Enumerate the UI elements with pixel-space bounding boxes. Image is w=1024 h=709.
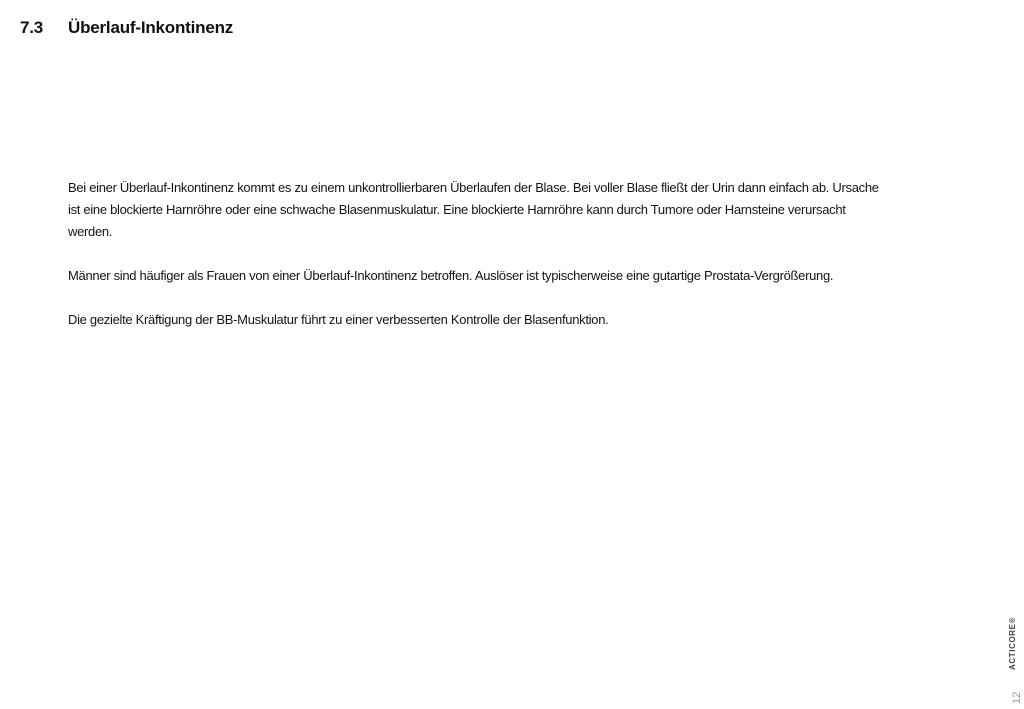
section-number: 7.3 — [20, 18, 44, 37]
section-title: Überlauf-Inkontinenz — [68, 18, 234, 37]
paragraph-training: Die gezielte Kräftigung der BB-Muskulatur führt zu einer verbesserten Kontrolle der Blasenfunktion. — [68, 312, 609, 327]
page-number: 12 — [1011, 691, 1023, 704]
body-text — [68, 177, 888, 353]
paragraph-men: Männer sind häufiger als Frauen von einer Überlauf-Inkontinenz betroffen. Auslöser ist typischerweise eine gutartige Prostata-Vergrößerung. — [68, 268, 834, 283]
brand-logo: ACTICORE® — [1008, 616, 1017, 670]
section-heading — [20, 15, 233, 41]
paragraph-cause: Bei einer Überlauf-Inkontinenz kommt es zu einem unkontrollierbaren Überlaufen der Blase. Bei voller Blase fließt der Urin dann einfach ab. Ursache ist eine blockierte Harnröhre oder eine schwache Blasenmuskulatur. Eine blockierte Harnröhre kann durch Tumore oder Harnsteine verursacht werden. — [68, 180, 879, 239]
